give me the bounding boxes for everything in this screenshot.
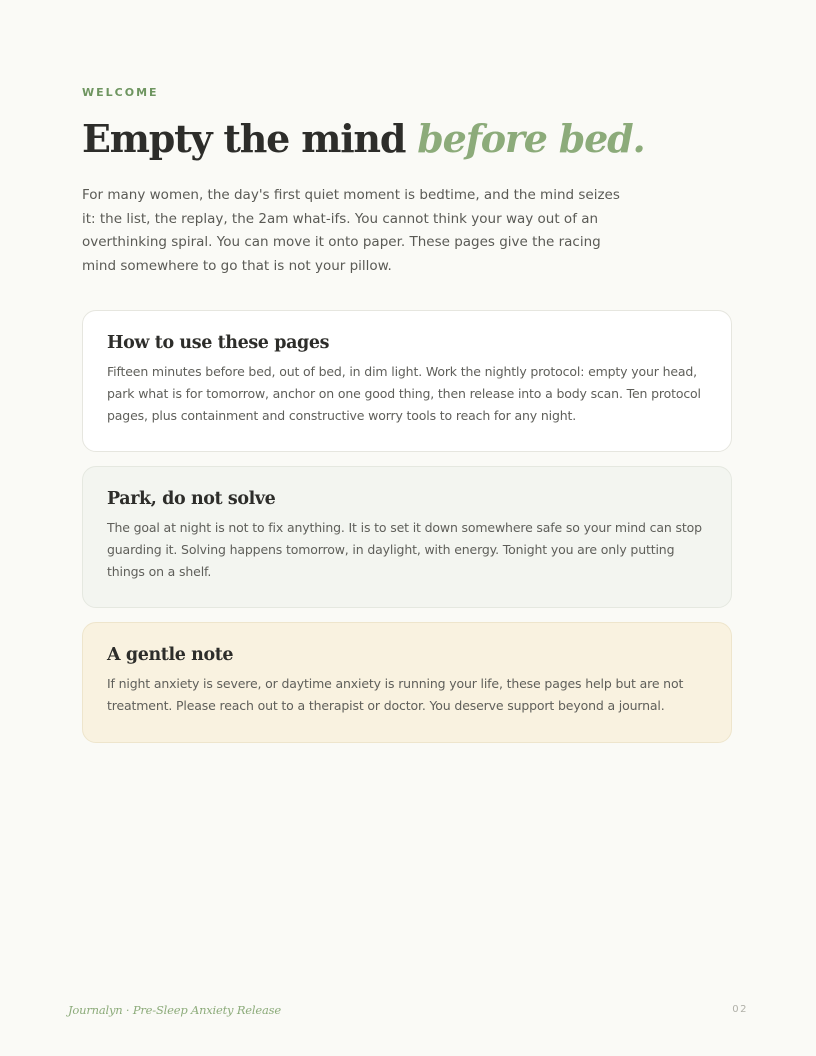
card-body: If night anxiety is severe, or daytime anxiety is running your life, these pages help but are not treatment. Please reach out to a therapist or doctor. You deserve support beyond a journal. <box>107 676 684 713</box>
card-park-do-not-solve <box>82 466 732 608</box>
footer-brand: Journalyn · Pre-Sleep Anxiety Release <box>68 1003 281 1017</box>
card-title: A gentle note <box>107 645 234 665</box>
card-gentle-note <box>82 622 732 743</box>
page-title <box>82 116 644 161</box>
card-how-to-use <box>82 310 732 452</box>
card-body: Fifteen minutes before bed, out of bed, in dim light. Work the nightly protocol: empty your head, park what is for tomorrow, anchor on one good thing, then release into a body scan. Ten protocol pages, plus containment and constructive worry tools to reach for any night. <box>107 364 701 423</box>
title-accent: before bed. <box>417 116 645 161</box>
section-eyebrow: WELCOME <box>82 86 159 99</box>
intro-paragraph: For many women, the day's first quiet moment is bedtime, and the mind seizes it: the list, the replay, the 2am what-ifs. You cannot think your way out of an overthinking spiral. You can move it onto paper. These pages give the racing mind somewhere to go that is not your pillow. <box>82 187 620 274</box>
card-body: The goal at night is not to fix anything. It is to set it down somewhere safe so your mind can stop guarding it. Solving happens tomorrow, in daylight, with energy. Tonight you are only putting things on a shelf. <box>107 520 702 579</box>
card-title: Park, do not solve <box>107 489 276 509</box>
card-title: How to use these pages <box>107 333 330 353</box>
page-number: 02 <box>732 1004 748 1015</box>
title-main: Empty the mind <box>82 116 406 161</box>
